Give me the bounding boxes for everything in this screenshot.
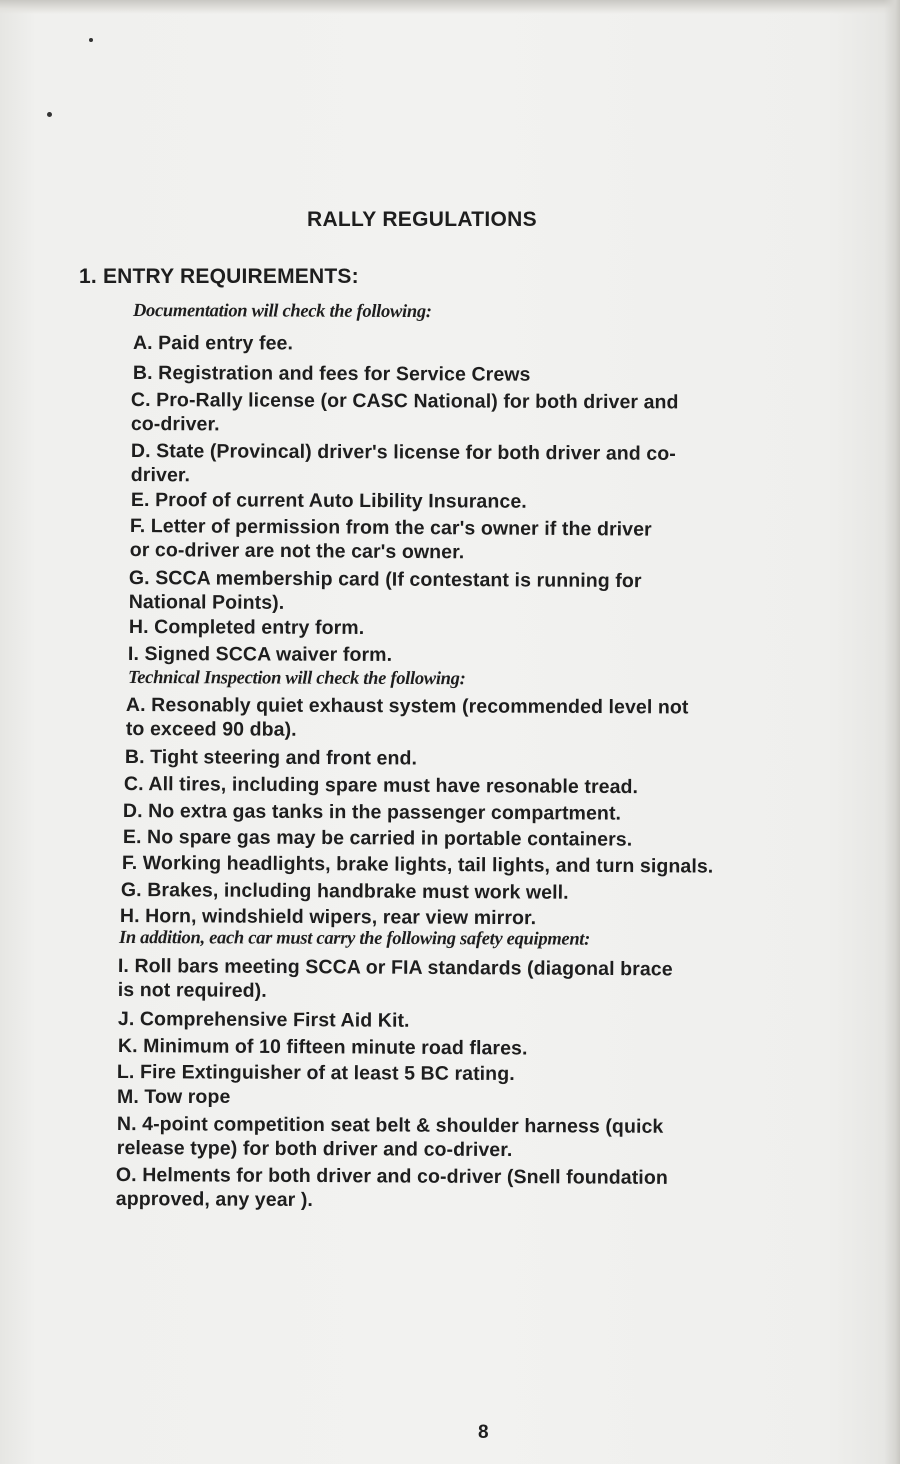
list-item-line: co-driver. <box>130 412 220 436</box>
group-heading: Documentation will check the following: <box>132 301 432 323</box>
group-heading: In addition, each car must carry the following safety equipment: <box>118 928 591 950</box>
ink-speck <box>89 38 93 42</box>
list-item-line: G. SCCA membership card (If contestant is running for <box>128 567 642 593</box>
list-item <box>118 1007 410 1033</box>
list-item-line: D. State (Provincal) driver's license for both driver and co- <box>130 440 676 465</box>
list-item <box>116 1163 668 1214</box>
list-item-line: J. Comprehensive First Aid Kit. <box>117 1008 410 1032</box>
list-item-line: M. Tow rope <box>117 1086 231 1108</box>
list-item <box>126 693 689 743</box>
list-item-line: National Points). <box>128 590 285 614</box>
list-item-line: F. Letter of permission from the car's owner if the driver <box>129 515 652 541</box>
list-item-line: approved, any year ). <box>115 1187 314 1212</box>
list-item <box>131 439 676 490</box>
list-item <box>122 851 714 879</box>
list-item-line: B. Registration and fees for Service Crews <box>132 362 531 386</box>
list-item-line: G. Brakes, including handbrake must work well. <box>120 879 569 904</box>
list-item-line: A. Paid entry fee. <box>132 332 294 355</box>
list-item-line: O. Helments for both driver and co-driver (Snell foundation <box>115 1164 668 1189</box>
list-item <box>131 488 527 514</box>
list-item-line: to exceed 90 dba). <box>125 717 297 741</box>
list-item-line: E. No spare gas may be carried in portable containers. <box>122 826 633 851</box>
list-item <box>123 825 632 852</box>
list-item <box>124 772 638 799</box>
list-item <box>130 514 652 566</box>
list-item-line: B. Tight steering and front end. <box>124 746 418 770</box>
list-item <box>120 904 536 930</box>
list-item-line: driver. <box>130 463 191 487</box>
list-item-line: or co-driver are not the car's owner. <box>129 538 465 564</box>
list-item <box>117 1085 230 1109</box>
list-item <box>128 642 392 667</box>
list-item <box>118 1034 528 1061</box>
list-item <box>118 954 673 1005</box>
page-title: RALLY REGULATIONS <box>307 208 537 231</box>
list-item-line: L. Fire Extinguisher of at least 5 BC rating. <box>116 1061 515 1086</box>
list-item <box>117 1112 664 1163</box>
list-item-line: H. Horn, windshield wipers, rear view mirror. <box>119 905 537 930</box>
list-item <box>117 1060 515 1086</box>
list-item-line: N. 4-point competition seat belt & shoulder harness (quick <box>116 1113 664 1138</box>
list-item-line: F. Working headlights, brake lights, tail lights, and turn signals. <box>121 852 714 878</box>
page-right-edge <box>884 0 900 1464</box>
list-item <box>123 799 621 826</box>
list-item-line: C. All tires, including spare must have resonable tread. <box>123 773 639 799</box>
list-item-line: E. Proof of current Auto Libility Insurance. <box>130 489 527 513</box>
list-item <box>131 388 679 438</box>
ink-speck <box>47 112 52 117</box>
list-item-line: C. Pro-Rally license (or CASC National) for both driver and <box>130 389 679 414</box>
section-heading: 1. ENTRY REQUIREMENTS: <box>79 265 359 288</box>
list-item <box>129 615 364 640</box>
list-item-line: A. Resonably quiet exhaust system (recommended level not <box>125 694 689 719</box>
list-item-line: K. Minimum of 10 fifteen minute road flares. <box>117 1035 528 1060</box>
list-item <box>129 566 642 617</box>
page-top-edge <box>0 0 900 14</box>
list-item-line: is not required). <box>117 978 267 1002</box>
list-item <box>133 361 531 387</box>
list-item-line: I. Signed SCCA waiver form. <box>127 643 393 666</box>
page-number: 8 <box>478 1422 489 1443</box>
list-item <box>125 745 417 771</box>
list-item-line: release type) for both driver and co-driver. <box>116 1136 513 1162</box>
list-item <box>121 878 569 905</box>
group-heading: Technical Inspection will check the following: <box>127 668 466 690</box>
list-item <box>133 331 293 355</box>
list-item-line: I. Roll bars meeting SCCA or FIA standards (diagonal brace <box>117 955 673 981</box>
list-item-line: D. No extra gas tanks in the passenger compartment. <box>122 800 622 825</box>
list-item-line: H. Completed entry form. <box>128 616 365 640</box>
